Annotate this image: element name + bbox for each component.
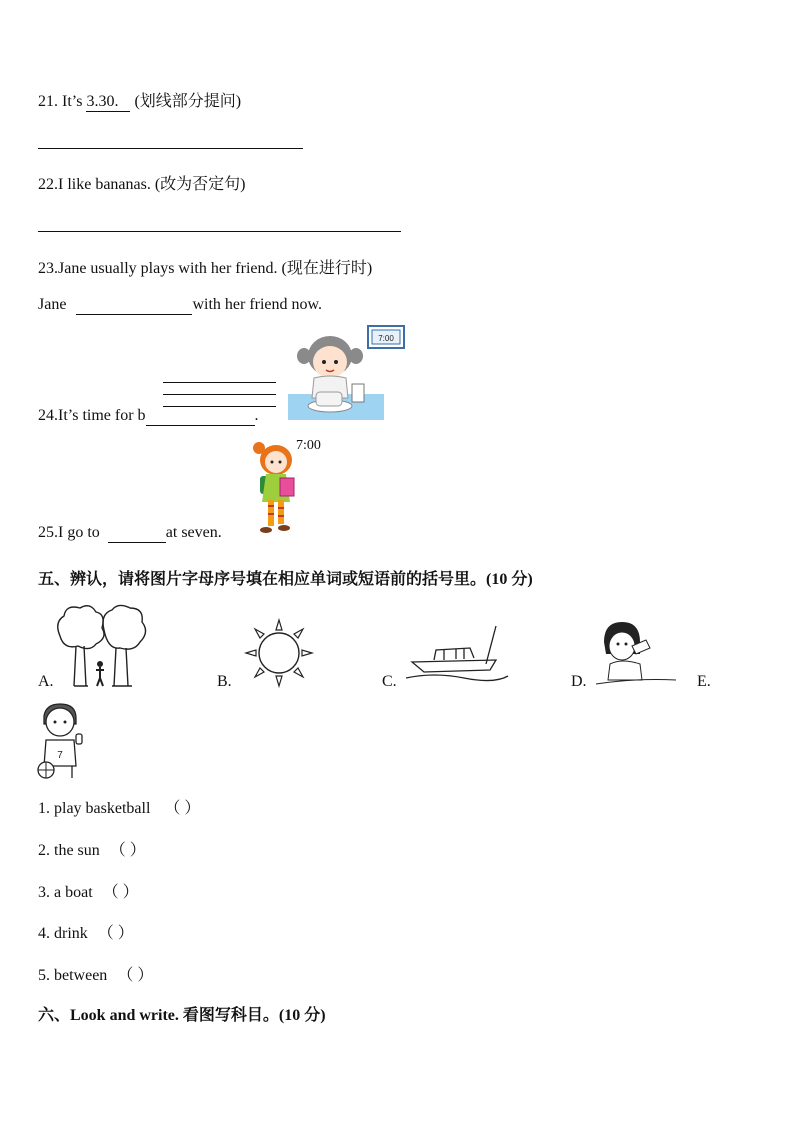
trees-icon <box>54 602 150 688</box>
answer-line-24b[interactable] <box>163 394 276 395</box>
clock-label-icon: 7:00 <box>378 334 394 343</box>
question-22: 22.I like bananas. (改为否定句) <box>38 176 246 193</box>
label-a: A. <box>38 673 54 690</box>
sun-icon <box>244 618 314 688</box>
question-23: 23.Jane usually plays with her friend. (现在进行时) <box>38 260 373 277</box>
question-23-answer: Jane with her friend now. <box>38 296 323 313</box>
answer-paren-4[interactable]: （ ） <box>97 925 134 942</box>
question-21: 21. It’s 3.30. (划线部分提问) <box>38 93 242 110</box>
underlined-answer-21: 3.30. <box>86 93 130 112</box>
section-6-heading: 六、Look and write. 看图写科目。(10 分) <box>38 1007 326 1024</box>
item-3: 3. a boat （ ） <box>38 884 139 901</box>
section-5-heading: 五、辨认，请将图片字母序号填在相应单词或短语前的括号里。(10 分) <box>38 571 533 588</box>
item-5: 5. between （ ） <box>38 967 154 984</box>
answer-line-22[interactable] <box>38 231 401 232</box>
label-b: B. <box>217 673 232 690</box>
item-4: 4. drink （ ） <box>38 925 134 942</box>
label-d: D. <box>571 673 587 690</box>
item-2: 2. the sun （ ） <box>38 842 146 859</box>
answer-paren-2[interactable]: （ ） <box>109 842 146 859</box>
answer-paren-1[interactable]: （ ） <box>164 800 201 817</box>
answer-line-24a[interactable] <box>163 382 276 383</box>
girl-eating-icon <box>288 326 406 422</box>
girl-drinking-icon <box>596 620 680 688</box>
label-c: C. <box>382 673 397 690</box>
question-24: 24.It’s time for b . <box>38 407 259 424</box>
basketball-boy-icon <box>36 702 86 780</box>
time-label-25: 7:00 <box>296 438 321 453</box>
answer-paren-3[interactable]: （ ） <box>102 884 139 901</box>
blank-25[interactable] <box>108 524 166 543</box>
item-1: 1. play basketball （ ） <box>38 800 201 817</box>
boat-icon <box>404 624 508 684</box>
blank-24[interactable] <box>146 407 255 426</box>
label-e: E. <box>697 673 711 690</box>
blank-23[interactable] <box>76 296 192 315</box>
answer-line-21[interactable] <box>38 148 303 149</box>
answer-paren-5[interactable]: （ ） <box>117 967 154 984</box>
girl-walking-icon <box>250 440 302 538</box>
svg-text:7: 7 <box>57 750 63 761</box>
question-25: 25.I go to at seven. <box>38 524 222 541</box>
